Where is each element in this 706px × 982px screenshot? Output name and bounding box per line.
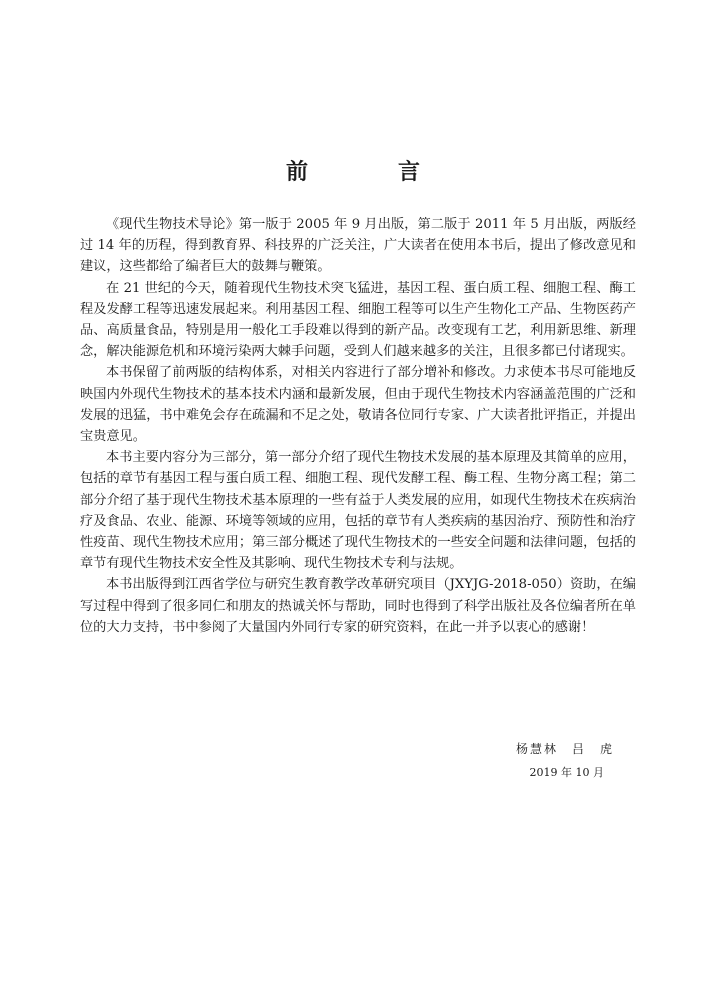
paragraph: 本书主要内容分为三部分，第一部分介绍了现代生物技术发展的基本原理及其简单的应用，包括的章节有基因工程与蛋白质工程、细胞工程、现代发酵工程、酶工程、生物分离工程；第二部分介绍了基于现代生物技术基本原理的一些有益于人类发展的应用，如现代生物技术在疾病治疗及食品、农业、能源、环境等领域的应用，包括的章节有人类疾病的基因治疗、预防性和治疗性疫苗、现代生物技术应用；第三部分概述了现代生物技术的一些安全问题和法律问题，包括的章节有现代生物技术安全性及其影响、现代生物技术专利与法规。 xyxy=(80,450,636,572)
preface-body xyxy=(80,214,636,638)
paragraph: 《现代生物技术导论》第一版于 2005 年 9 月出版，第二版于 2011 年 5 月出版，两版经过 14 年的历程，得到教育界、科技界的广泛关注，广大读者在使用本书后，提出了修改意见和建议，这些都给了编者巨大的鼓舞与鞭策。 xyxy=(80,217,636,275)
signature-date: 2019 年 10 月 xyxy=(529,766,604,779)
paragraph: 在 21 世纪的今天，随着现代生物技术突飞猛进，基因工程、蛋白质工程、细胞工程、酶工程及发酵工程等迅速发展起来。利用基因工程、细胞工程等可以生产生物化工产品、生物医药产品、高质量食品，特别是用一般化工手段难以得到的新产品。改变现有工艺，利用新思维、新理念，解决能源危机和环境污染两大棘手问题，受到人们越来越多的关注，且很多都已付诸现实。 xyxy=(80,280,636,360)
signature-block xyxy=(516,738,614,784)
paragraph: 本书保留了前两版的结构体系，对相关内容进行了部分增补和修改。力求使本书尽可能地反映国内外现代生物技术的基本技术内涵和最新发展，但由于现代生物技术内容涵盖范围的广泛和发展的迅猛，书中难免会存在疏漏和不足之处，敬请各位同行专家、广大读者批评指正，并提出宝贵意见。 xyxy=(80,365,636,445)
signature-authors: 杨慧林 吕 虎 xyxy=(515,742,614,756)
paragraph: 本书出版得到江西省学位与研究生教育教学改革研究项目（JXYJG-2018-050）资助，在编写过程中得到了很多同仁和朋友的热诚关怀与帮助，同时也得到了科学出版社及各位编者所在单位的大力支持，书中参阅了大量国内外同行专家的研究资料，在此一并予以衷心的感谢！ xyxy=(80,577,636,635)
page-title: 前 言 xyxy=(285,160,454,185)
